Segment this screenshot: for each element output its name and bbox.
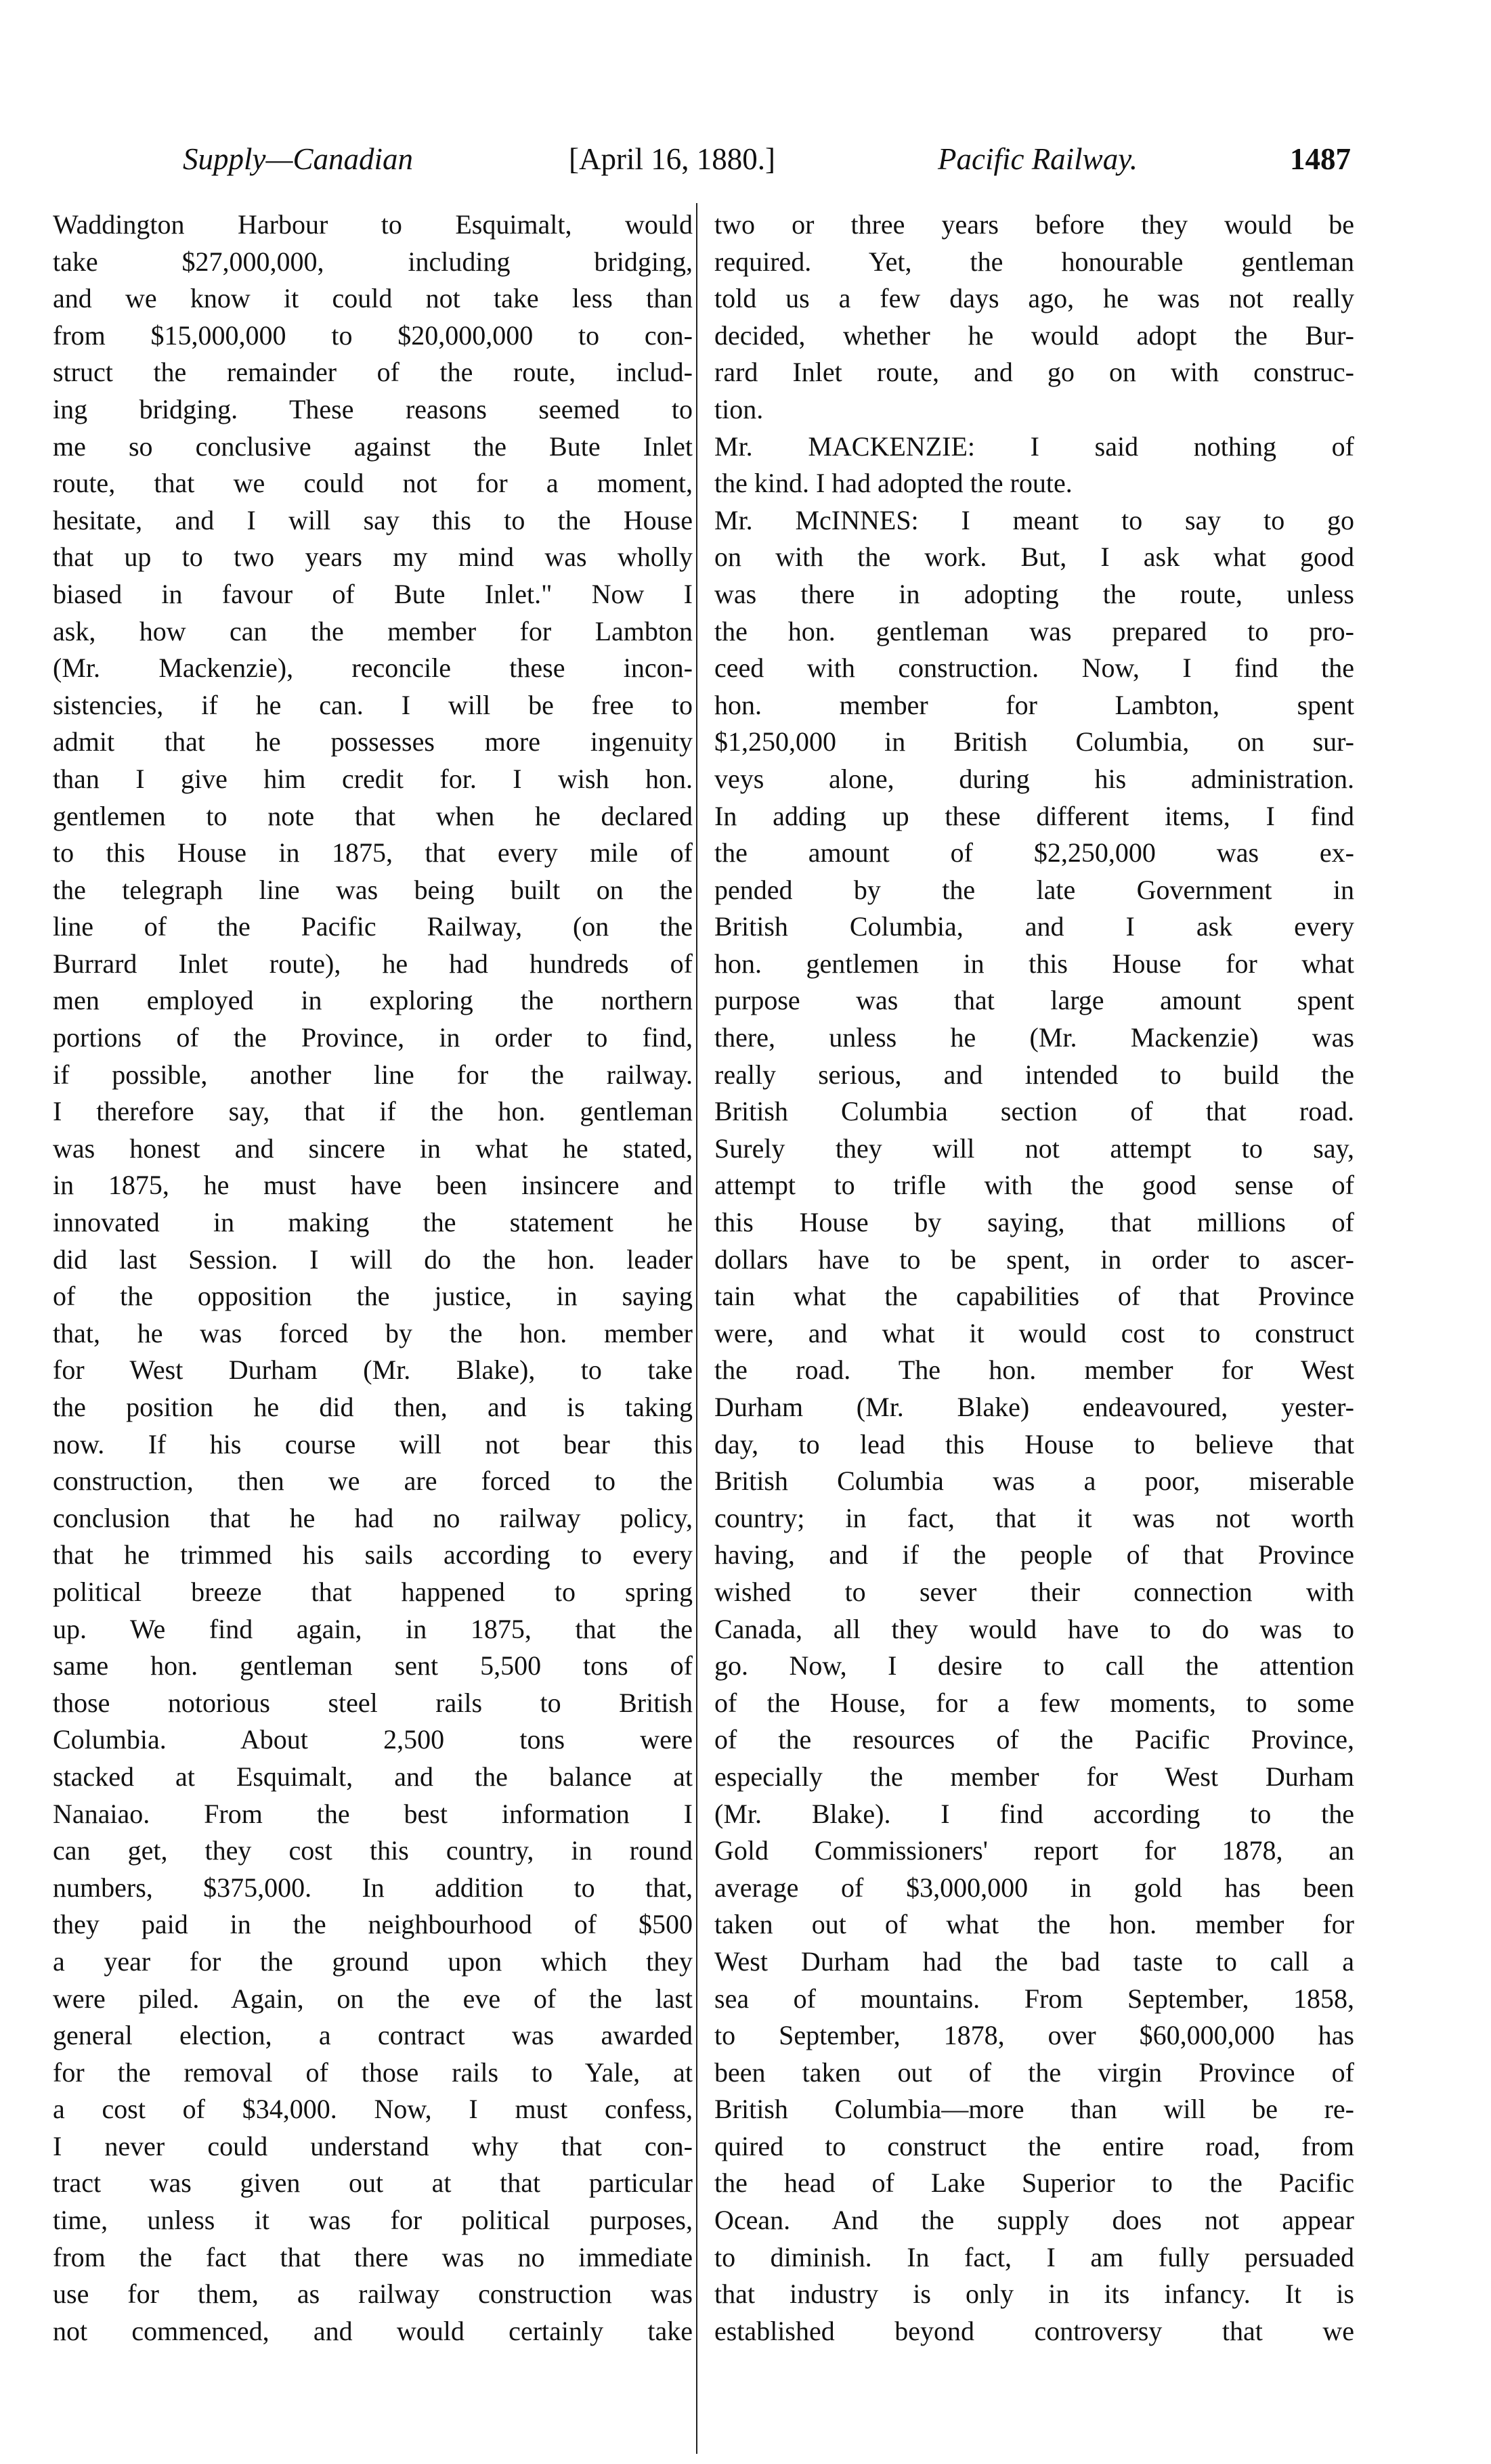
text-line: did last Session. I will do the hon. leader bbox=[53, 1244, 693, 1275]
text-line: they paid in the neighbourhood of $500 bbox=[53, 1909, 693, 1940]
text-line: the hon. gentleman was prepared to pro- bbox=[714, 615, 1354, 646]
text-line: In adding up these different items, I find bbox=[714, 800, 1354, 831]
text-line: pended by the late Government in bbox=[714, 874, 1354, 905]
text-line: take $27,000,000, including bridging, bbox=[53, 246, 693, 277]
text-line: conclusion that he had no railway policy, bbox=[53, 1502, 693, 1533]
text-line: not commenced, and would certainly take bbox=[53, 2315, 693, 2346]
column-divider bbox=[696, 203, 697, 2454]
text-line: the road. The hon. member for West bbox=[714, 1355, 1354, 1386]
text-line: men employed in exploring the northern bbox=[53, 985, 693, 1016]
text-line: biased in favour of Bute Inlet." Now I bbox=[53, 578, 693, 609]
text-line: those notorious steel rails to British bbox=[53, 1687, 693, 1718]
text-line: taken out of what the hon. member for bbox=[714, 1909, 1354, 1940]
text-line: dollars have to be spent, in order to ascer- bbox=[714, 1244, 1354, 1275]
text-line: that he trimmed his sails according to every bbox=[53, 1539, 693, 1570]
text-line: wished to sever their connection with bbox=[714, 1576, 1354, 1607]
text-line: two or three years before they would be bbox=[714, 209, 1354, 240]
text-line: that up to two years my mind was wholly bbox=[53, 542, 693, 573]
text-line: hesitate, and I will say this to the House bbox=[53, 504, 693, 535]
text-line: told us a few days ago, he was not really bbox=[714, 283, 1354, 314]
text-line: the position he did then, and is taking bbox=[53, 1392, 693, 1422]
text-line: the telegraph line was being built on the bbox=[53, 874, 693, 905]
text-line: if possible, another line for the railway. bbox=[53, 1059, 693, 1090]
running-head-date: [April 16, 1880.] bbox=[569, 142, 775, 176]
text-line: can get, they cost this country, in round bbox=[53, 1835, 693, 1866]
text-line: to diminish. In fact, I am fully persuaded bbox=[714, 2241, 1354, 2272]
text-line: Surely they will not attempt to say, bbox=[714, 1132, 1354, 1164]
right-text-column bbox=[714, 206, 1354, 2350]
text-line: construction, then we are forced to the bbox=[53, 1466, 693, 1497]
text-line: been taken out of the virgin Province of bbox=[714, 2056, 1354, 2088]
text-line: country; in fact, that it was not worth bbox=[714, 1502, 1354, 1533]
text-line: same hon. gentleman sent 5,500 tons of bbox=[53, 1650, 693, 1681]
text-line: tain what the capabilities of that Province bbox=[714, 1281, 1354, 1312]
text-line: day, to lead this House to believe that bbox=[714, 1428, 1354, 1459]
text-line: ing bridging. These reasons seemed to bbox=[53, 393, 693, 424]
text-line: for West Durham (Mr. Blake), to take bbox=[53, 1355, 693, 1386]
text-line: of the opposition the justice, in saying bbox=[53, 1281, 693, 1312]
text-line: use for them, as railway construction was bbox=[53, 2279, 693, 2310]
text-line: I therefore say, that if the hon. gentleman bbox=[53, 1096, 693, 1127]
text-line: Durham (Mr. Blake) endeavoured, yester- bbox=[714, 1392, 1354, 1422]
text-line: line of the Pacific Railway, (on the bbox=[53, 911, 693, 942]
text-line: decided, whether he would adopt the Bur- bbox=[714, 320, 1354, 351]
text-line: this House by saying, that millions of bbox=[714, 1207, 1354, 1238]
text-line: stacked at Esquimalt, and the balance at bbox=[53, 1761, 693, 1792]
text-line: were, and what it would cost to construct bbox=[714, 1317, 1354, 1348]
text-line: Columbia. About 2,500 tons were bbox=[53, 1724, 693, 1755]
text-line: British Columbia section of that road. bbox=[714, 1096, 1354, 1127]
text-line: West Durham had the bad taste to call a bbox=[714, 1945, 1354, 1977]
text-line: (Mr. Blake). I find according to the bbox=[714, 1798, 1354, 1829]
text-line: British Columbia—more than will be re- bbox=[714, 2094, 1354, 2125]
text-line: of the resources of the Pacific Province, bbox=[714, 1724, 1354, 1755]
text-line: in 1875, he must have been insincere and bbox=[53, 1170, 693, 1201]
text-line: to this House in 1875, that every mile of bbox=[53, 837, 693, 868]
text-line: Burrard Inlet route), he had hundreds of bbox=[53, 948, 693, 979]
text-line: that industry is only in its infancy. It is bbox=[714, 2279, 1354, 2310]
text-line: established beyond controversy that we bbox=[714, 2315, 1354, 2346]
text-line: go. Now, I desire to call the attention bbox=[714, 1650, 1354, 1681]
text-line: tract was given out at that particular bbox=[53, 2168, 693, 2199]
text-line: that, he was forced by the hon. member bbox=[53, 1317, 693, 1348]
text-line: I never could understand why that con- bbox=[53, 2130, 693, 2161]
text-line: hon. gentlemen in this House for what bbox=[714, 948, 1354, 979]
text-line: now. If his course will not bear this bbox=[53, 1428, 693, 1459]
text-line: the head of Lake Superior to the Pacific bbox=[714, 2168, 1354, 2199]
text-line: of the House, for a few moments, to some bbox=[714, 1687, 1354, 1718]
text-line: having, and if the people of that Province bbox=[714, 1539, 1354, 1570]
text-line: up. We find again, in 1875, that the bbox=[53, 1613, 693, 1644]
text-line: rard Inlet route, and go on with construc- bbox=[714, 357, 1354, 388]
text-line: gentlemen to note that when he declared bbox=[53, 800, 693, 831]
text-line: attempt to trifle with the good sense of bbox=[714, 1170, 1354, 1201]
text-line: me so conclusive against the Bute Inlet bbox=[53, 431, 693, 462]
text-line: veys alone, during his administration. bbox=[714, 763, 1354, 794]
text-line: portions of the Province, in order to find, bbox=[53, 1022, 693, 1053]
text-line: Nanaiao. From the best information I bbox=[53, 1798, 693, 1829]
running-head bbox=[183, 139, 1351, 179]
running-head-subject: Pacific Railway. bbox=[938, 142, 1138, 176]
text-line: political breeze that happened to spring bbox=[53, 1576, 693, 1607]
text-line: was honest and sincere in what he stated, bbox=[53, 1132, 693, 1164]
text-line: sea of mountains. From September, 1858, bbox=[714, 1983, 1354, 2014]
text-line: especially the member for West Durham bbox=[714, 1761, 1354, 1792]
text-line: the amount of $2,250,000 was ex- bbox=[714, 837, 1354, 868]
text-line: tion. bbox=[714, 393, 764, 424]
text-line: Mr. MACKENZIE: I said nothing of bbox=[714, 431, 1354, 462]
text-line: $1,250,000 in British Columbia, on sur- bbox=[714, 726, 1354, 757]
left-text-column bbox=[53, 206, 693, 2350]
text-line: Gold Commissioners' report for 1878, an bbox=[714, 1835, 1354, 1866]
text-line: really serious, and intended to build the bbox=[714, 1059, 1354, 1090]
text-line: time, unless it was for political purposes, bbox=[53, 2205, 693, 2236]
text-line: quired to construct the entire road, from bbox=[714, 2130, 1354, 2161]
text-line: ceed with construction. Now, I find the bbox=[714, 653, 1354, 684]
text-line: Ocean. And the supply does not appear bbox=[714, 2205, 1354, 2236]
text-line: (Mr. Mackenzie), reconcile these incon- bbox=[53, 653, 693, 684]
text-line: Canada, all they would have to do was to bbox=[714, 1613, 1354, 1644]
text-line: a cost of $34,000. Now, I must confess, bbox=[53, 2094, 693, 2125]
text-line: Mr. McINNES: I meant to say to go bbox=[714, 504, 1354, 535]
text-line: purpose was that large amount spent bbox=[714, 985, 1354, 1016]
text-line: numbers, $375,000. In addition to that, bbox=[53, 1872, 693, 1903]
text-line: a year for the ground upon which they bbox=[53, 1945, 693, 1977]
text-line: were piled. Again, on the eve of the last bbox=[53, 1983, 693, 2014]
running-head-section: Supply—Canadian bbox=[183, 142, 414, 176]
text-line: and we know it could not take less than bbox=[53, 283, 693, 314]
text-line: average of $3,000,000 in gold has been bbox=[714, 1872, 1354, 1903]
text-line: the kind. I had adopted the route. bbox=[714, 468, 1073, 499]
text-line: from $15,000,000 to $20,000,000 to con- bbox=[53, 320, 693, 351]
text-line: there, unless he (Mr. Mackenzie) was bbox=[714, 1022, 1354, 1053]
text-line: Waddington Harbour to Esquimalt, would bbox=[53, 209, 693, 240]
text-line: British Columbia was a poor, miserable bbox=[714, 1466, 1354, 1497]
text-line: ask, how can the member for Lambton bbox=[53, 615, 693, 646]
text-line: to September, 1878, over $60,000,000 has bbox=[714, 2020, 1354, 2051]
text-line: British Columbia, and I ask every bbox=[714, 911, 1354, 942]
text-line: from the fact that there was no immediate bbox=[53, 2241, 693, 2272]
page-number: 1487 bbox=[1290, 142, 1351, 176]
text-line: sistencies, if he can. I will be free to bbox=[53, 689, 693, 720]
text-line: required. Yet, the honourable gentleman bbox=[714, 246, 1354, 277]
text-line: on with the work. But, I ask what good bbox=[714, 542, 1354, 573]
text-line: for the removal of those rails to Yale, at bbox=[53, 2056, 693, 2088]
text-line: innovated in making the statement he bbox=[53, 1207, 693, 1238]
text-line: was there in adopting the route, unless bbox=[714, 578, 1354, 609]
text-line: struct the remainder of the route, includ- bbox=[53, 357, 693, 388]
text-line: admit that he possesses more ingenuity bbox=[53, 726, 693, 757]
text-line: general election, a contract was awarded bbox=[53, 2020, 693, 2051]
text-line: than I give him credit for. I wish hon. bbox=[53, 763, 693, 794]
text-line: hon. member for Lambton, spent bbox=[714, 689, 1354, 720]
text-line: route, that we could not for a moment, bbox=[53, 468, 693, 499]
